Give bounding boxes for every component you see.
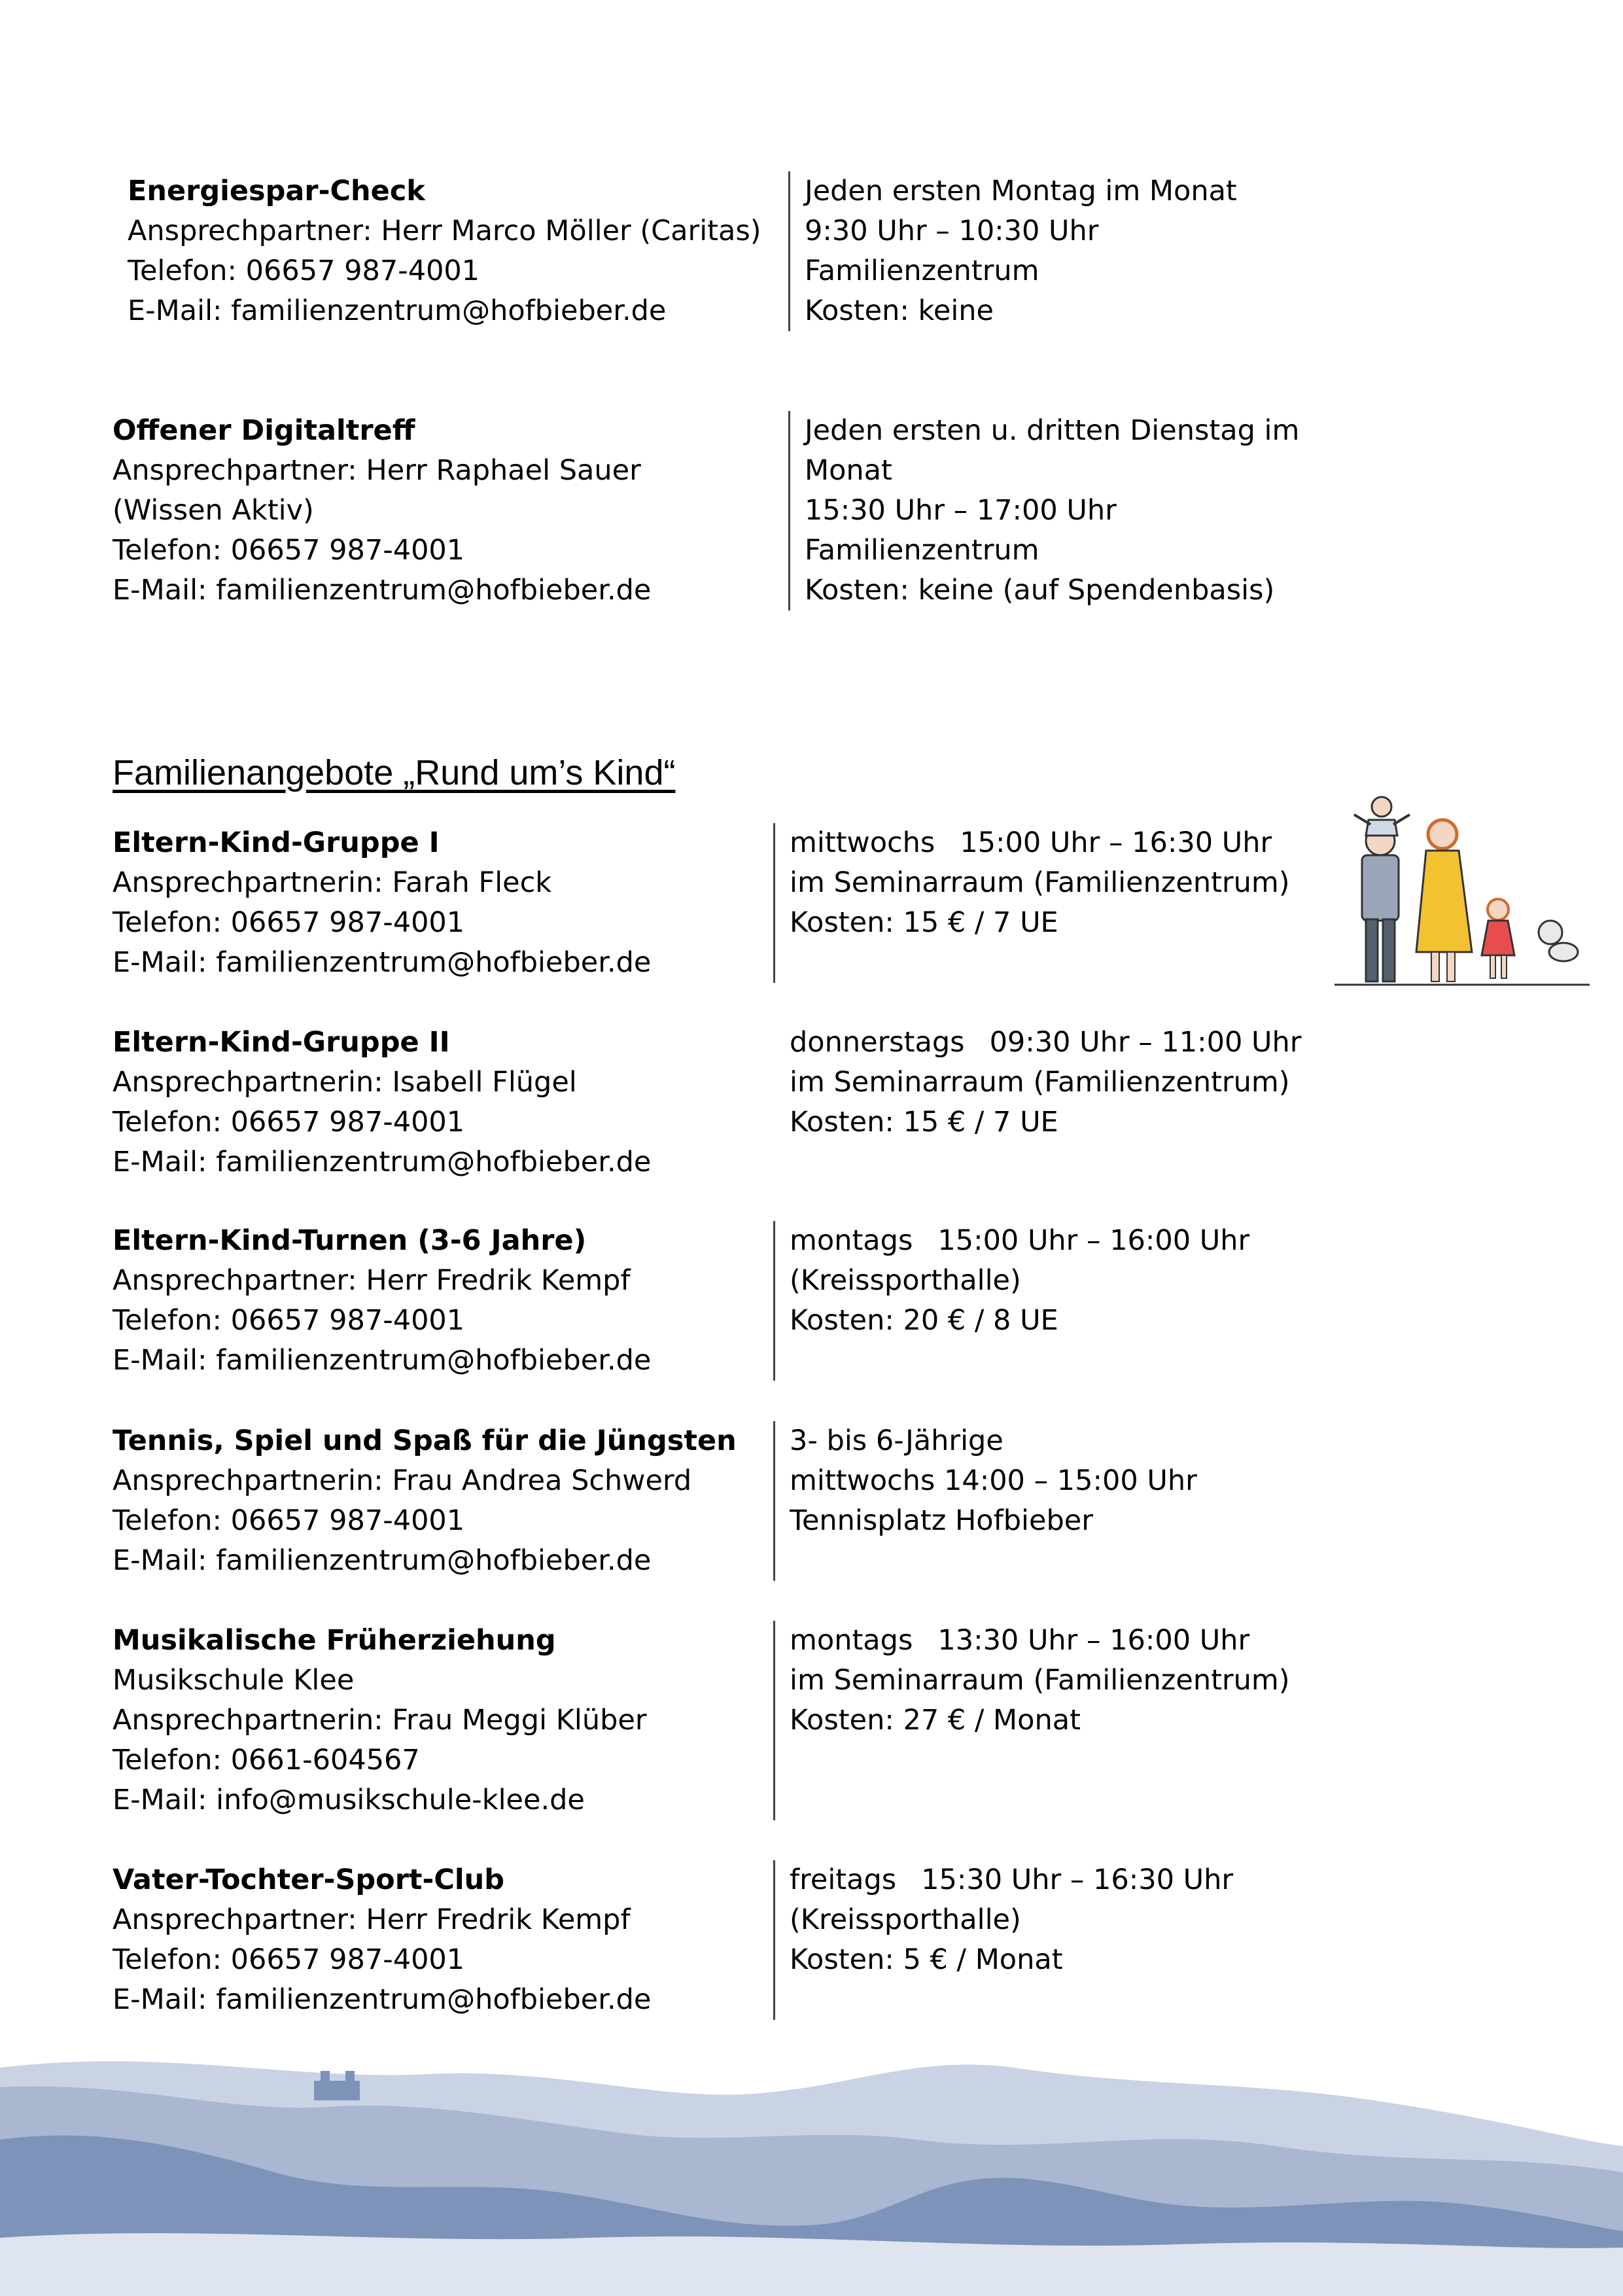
entry-time: 09:30 Uhr – 11:00 Uhr: [989, 1026, 1302, 1059]
entry-location: Tennisplatz Hofbieber: [790, 1504, 1093, 1537]
entry-phone: Telefon: 06657 987-4001: [113, 1304, 465, 1337]
entry-day: montags: [790, 1624, 913, 1657]
entry-location: (Kreissporthalle): [790, 1903, 1021, 1936]
entry-time: 13:30 Uhr – 16:00 Uhr: [937, 1624, 1250, 1657]
entry-organization: Musikschule Klee: [113, 1664, 355, 1697]
entry-email: E-Mail: familienzentrum@hofbieber.de: [128, 294, 667, 327]
entry-detail: Familienzentrum: [805, 255, 1039, 287]
entry-details: [788, 171, 1328, 331]
entry-location: im Seminarraum (Familienzentrum): [790, 866, 1290, 899]
entry-phone: Telefon: 06657 987-4001: [113, 906, 465, 939]
entry-age: 3- bis 6-Jährige: [790, 1424, 1003, 1457]
entry-cost: Kosten: 5 € / Monat: [790, 1943, 1063, 1976]
entry-contact-person: Ansprechpartnerin: Frau Meggi Klüber: [113, 1704, 647, 1737]
entry-cost: Kosten: 15 € / 7 UE: [790, 906, 1058, 939]
entry-detail: Kosten: keine (auf Spendenbasis): [805, 574, 1275, 607]
entry-cost: Kosten: 15 € / 7 UE: [790, 1106, 1058, 1139]
entry-email: E-Mail: familienzentrum@hofbieber.de: [113, 1983, 652, 2016]
entry-email: E-Mail: info@musikschule-klee.de: [113, 1784, 585, 1816]
entry-location: (Kreissporthalle): [790, 1264, 1021, 1297]
entry-detail: 9:30 Uhr – 10:30 Uhr: [805, 215, 1099, 247]
entry-contact: [128, 171, 782, 331]
family-illustration: [1335, 795, 1590, 991]
entry-details: [773, 1421, 1313, 1581]
entry-details: [773, 1221, 1313, 1381]
entry-schedule: mittwochs 14:00 – 15:00 Uhr: [790, 1464, 1197, 1497]
section-heading: Familienangebote „Rund um’s Kind“: [113, 753, 676, 792]
entry-time: 15:30 Uhr – 16:30 Uhr: [921, 1863, 1234, 1896]
entry-contact-person: Ansprechpartner: Herr Raphael Sauer (Wissen Aktiv): [113, 454, 641, 527]
entry-contact-person: Ansprechpartnerin: Farah Fleck: [113, 866, 552, 899]
entry-day: freitags: [790, 1863, 897, 1896]
entry-contact: [113, 1621, 767, 1820]
entry-title: Offener Digitaltreff: [113, 414, 415, 447]
entry-time: 15:00 Uhr – 16:00 Uhr: [937, 1224, 1250, 1257]
landscape-footer: [0, 2041, 1623, 2296]
entry-phone: Telefon: 0661-604567: [113, 1744, 420, 1776]
entry-title: Vater-Tochter-Sport-Club: [113, 1863, 505, 1896]
entry-detail: Jeden ersten u. dritten Dienstag im Monat: [805, 414, 1300, 487]
entry-title: Energiespar-Check: [128, 175, 425, 207]
entry-detail: Kosten: keine: [805, 294, 994, 327]
entry-email: E-Mail: familienzentrum@hofbieber.de: [113, 1344, 652, 1377]
entry-email: E-Mail: familienzentrum@hofbieber.de: [113, 946, 652, 979]
entry-contact-person: Ansprechpartnerin: Frau Andrea Schwerd: [113, 1464, 692, 1497]
entry-title: Eltern-Kind-Gruppe II: [113, 1026, 450, 1059]
entry-contact: [113, 1221, 767, 1381]
entry-details: [773, 1621, 1313, 1820]
entry-email: E-Mail: familienzentrum@hofbieber.de: [113, 1544, 652, 1577]
entry-phone: Telefon: 06657 987-4001: [113, 534, 465, 567]
entry-cost: Kosten: 20 € / 8 UE: [790, 1304, 1058, 1337]
entry-contact-person: Ansprechpartnerin: Isabell Flügel: [113, 1066, 577, 1099]
entry-contact: [113, 1860, 767, 2020]
entry-time: 15:00 Uhr – 16:30 Uhr: [960, 826, 1272, 859]
entry-contact-person: Ansprechpartner: Herr Marco Möller (Caritas): [128, 215, 761, 247]
entry-title: Musikalische Früherziehung: [113, 1624, 556, 1657]
entry-details: [773, 1860, 1313, 2020]
entry-phone: Telefon: 06657 987-4001: [113, 1943, 465, 1976]
entry-details: [775, 1023, 1313, 1142]
entry-day: mittwochs: [790, 826, 935, 859]
entry-cost: Kosten: 27 € / Monat: [790, 1704, 1081, 1737]
entry-title: Tennis, Spiel und Spaß für die Jüngsten: [113, 1424, 737, 1457]
entry-day: donnerstags: [790, 1026, 965, 1059]
entry-details: [788, 411, 1302, 610]
entry-contact-person: Ansprechpartner: Herr Fredrik Kempf: [113, 1264, 631, 1297]
entry-phone: Telefon: 06657 987-4001: [113, 1106, 465, 1139]
entry-title: Eltern-Kind-Gruppe I: [113, 826, 440, 859]
entry-contact: [113, 823, 767, 983]
entry-phone: Telefon: 06657 987-4001: [113, 1504, 465, 1537]
entry-detail: Familienzentrum: [805, 534, 1039, 567]
entry-detail: 15:30 Uhr – 17:00 Uhr: [805, 494, 1117, 527]
entry-phone: Telefon: 06657 987-4001: [128, 255, 480, 287]
entry-details: [773, 823, 1313, 983]
entry-email: E-Mail: familienzentrum@hofbieber.de: [113, 574, 652, 607]
entry-contact: [113, 1023, 767, 1182]
entry-location: im Seminarraum (Familienzentrum): [790, 1066, 1290, 1099]
entry-title: Eltern-Kind-Turnen (3-6 Jahre): [113, 1224, 587, 1257]
entry-contact: [113, 1421, 767, 1581]
entry-contact: [113, 411, 741, 610]
entry-email: E-Mail: familienzentrum@hofbieber.de: [113, 1146, 652, 1178]
entry-contact-person: Ansprechpartner: Herr Fredrik Kempf: [113, 1903, 631, 1936]
entry-day: montags: [790, 1224, 913, 1257]
entry-detail: Jeden ersten Montag im Monat: [805, 175, 1237, 207]
entry-location: im Seminarraum (Familienzentrum): [790, 1664, 1290, 1697]
